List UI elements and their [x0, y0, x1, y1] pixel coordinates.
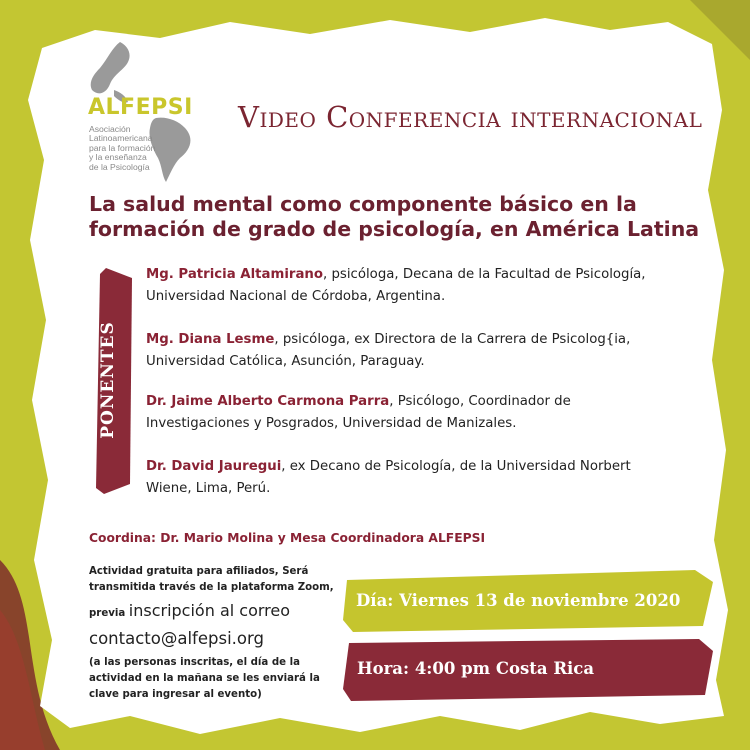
event-headline: Video Conferencia internacional [238, 100, 703, 134]
speaker-entry [146, 391, 716, 435]
info-note: clave para ingresar al evento) [89, 689, 262, 700]
ponentes-label: PONENTES [98, 321, 118, 439]
logo-subtitle-line: de la Psicología [89, 161, 150, 172]
info-note: actividad en la mañana se les enviará la [89, 673, 320, 684]
conference-title: La salud mental como componente básico en la formación de grado de psicología, en América Latina [89, 192, 700, 241]
speaker-entry [146, 456, 716, 500]
speaker-entry [146, 329, 716, 373]
event-date: Día: Viernes 13 de noviembre 2020 [356, 591, 681, 610]
logo-subtitle [89, 125, 199, 172]
speaker-name: Mg. Patricia Altamirano [146, 267, 324, 282]
contact-email[interactable]: contacto@alfepsi.org [89, 629, 264, 648]
info-registration: inscripción al correo [128, 601, 291, 620]
speaker-affiliation: Universidad Católica, Asunción, Paraguay. [146, 354, 425, 369]
info-note: (a las personas inscritas, el día de la [89, 657, 300, 668]
speaker-affiliation: Wiene, Lima, Perú. [146, 481, 271, 496]
speaker-affiliation: Investigaciones y Posgrados, Universidad de Manizales. [146, 416, 517, 431]
speaker-role: , psicóloga, ex Directora de la Carrera de Psicolog{ia, [274, 332, 631, 347]
info-registration-line [89, 601, 290, 622]
speaker-line [146, 264, 716, 286]
speaker-role: , ex Decano de Psicología, de la Universidad Norbert [281, 459, 631, 474]
speaker-line [146, 456, 716, 478]
logo-subtitle-line: para la formación [89, 142, 156, 153]
speaker-line [146, 391, 716, 413]
logo-subtitle-line: y la enseñanza [89, 152, 147, 163]
logo-wordmark: ALFEPSI [88, 95, 193, 120]
speaker-line [146, 329, 716, 351]
coordinator-line: Coordina: Dr. Mario Molina y Mesa Coordinadora ALFEPSI [89, 531, 486, 545]
speaker-name: Mg. Diana Lesme [146, 332, 275, 347]
event-time: Hora: 4:00 pm Costa Rica [357, 659, 595, 678]
speaker-name: Dr. Jaime Alberto Carmona Parra [146, 394, 390, 409]
logo-subtitle-line: Asociación [89, 124, 131, 134]
logo-subtitle-line: Latinoamericana [89, 133, 153, 144]
info-previa: previa [89, 608, 129, 619]
speaker-role: , Psicólogo, Coordinador de [389, 394, 571, 409]
speaker-name: Dr. David Jauregui [146, 459, 282, 474]
speaker-entry [146, 264, 716, 308]
info-line: transmitida través de la plataforma Zoom, [89, 582, 334, 593]
speaker-role: , psicóloga, Decana de la Facultad de Psicología, [323, 267, 646, 282]
info-line: Actividad gratuita para afiliados, Será [89, 566, 309, 577]
speaker-affiliation: Universidad Nacional de Córdoba, Argentina. [146, 289, 446, 304]
